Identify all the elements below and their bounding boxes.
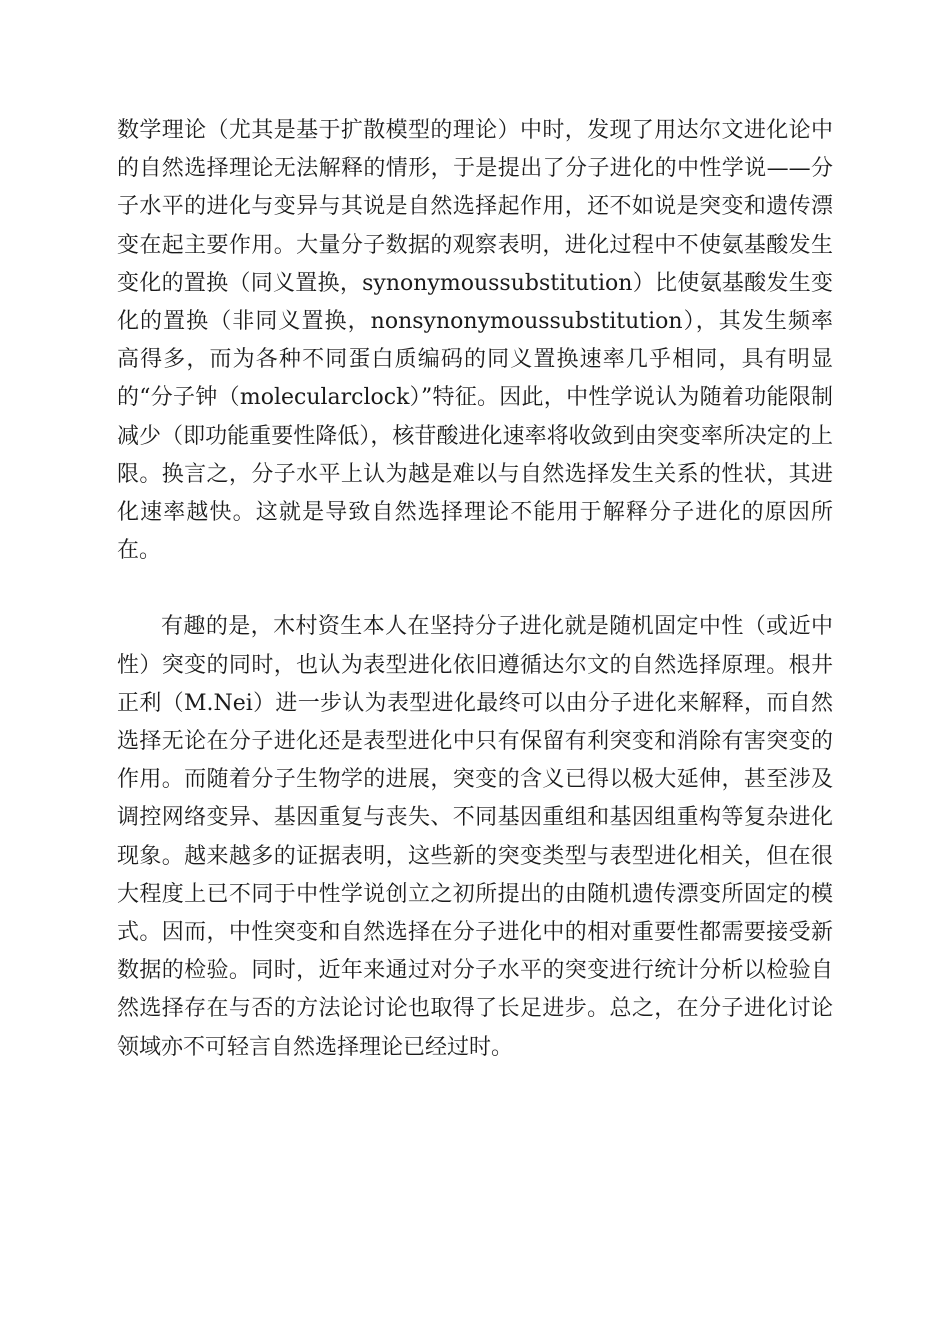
document-body bbox=[117, 112, 833, 1067]
body-paragraph-1: 数学理论（尤其是基于扩散模型的理论）中时，发现了用达尔文进化论中的自然选择理论无法解释的情形，于是提出了分子进化的中性学说——分子水平的进化与变异与其说是自然选择起作用，还不如说是突变和遗传漂变在起主要作用。大量分子数据的观察表明，进化过程中不使氨基酸发生变化的置换（同义置换，synonymoussubstitution）比使氨基酸发生变化的置换（非同义置换，nonsynonymoussubstitution），其发生频率高得多，而为各种不同蛋白质编码的同义置换速率几乎相同，具有明显的“分子钟（molecularclock）”特征。因此，中性学说认为随着功能限制减少（即功能重要性降低），核苷酸进化速率将收敛到由突变率所决定的上限。换言之，分子水平上认为越是难以与自然选择发生关系的性状，其进化速率越快。这就是导致自然选择理论不能用于解释分子进化的原因所在。 bbox=[117, 118, 833, 564]
body-paragraph-2: 有趣的是，木村资生本人在坚持分子进化就是随机固定中性（或近中性）突变的同时，也认为表型进化依旧遵循达尔文的自然选择原理。根井正利（M.Nei）进一步认为表型进化最终可以由分子进化来解释，而自然选择无论在分子进化还是表型进化中只有保留有利突变和消除有害突变的作用。而随着分子生物学的进展，突变的含义已得以极大延伸，甚至涉及调控网络变异、基因重复与丧失、不同基因重组和基因组重构等复杂进化现象。越来越多的证据表明，这些新的突变类型与表型进化相关，但在很大程度上已不同于中性学说创立之初所提出的由随机遗传漂变所固定的模式。因而，中性突变和自然选择在分子进化中的相对重要性都需要接受新数据的检验。同时，近年来通过对分子水平的突变进行统计分析以检验自然选择存在与否的方法论讨论也取得了长足进步。总之，在分子进化讨论领域亦不可轻言自然选择理论已经过时。 bbox=[117, 614, 833, 1060]
